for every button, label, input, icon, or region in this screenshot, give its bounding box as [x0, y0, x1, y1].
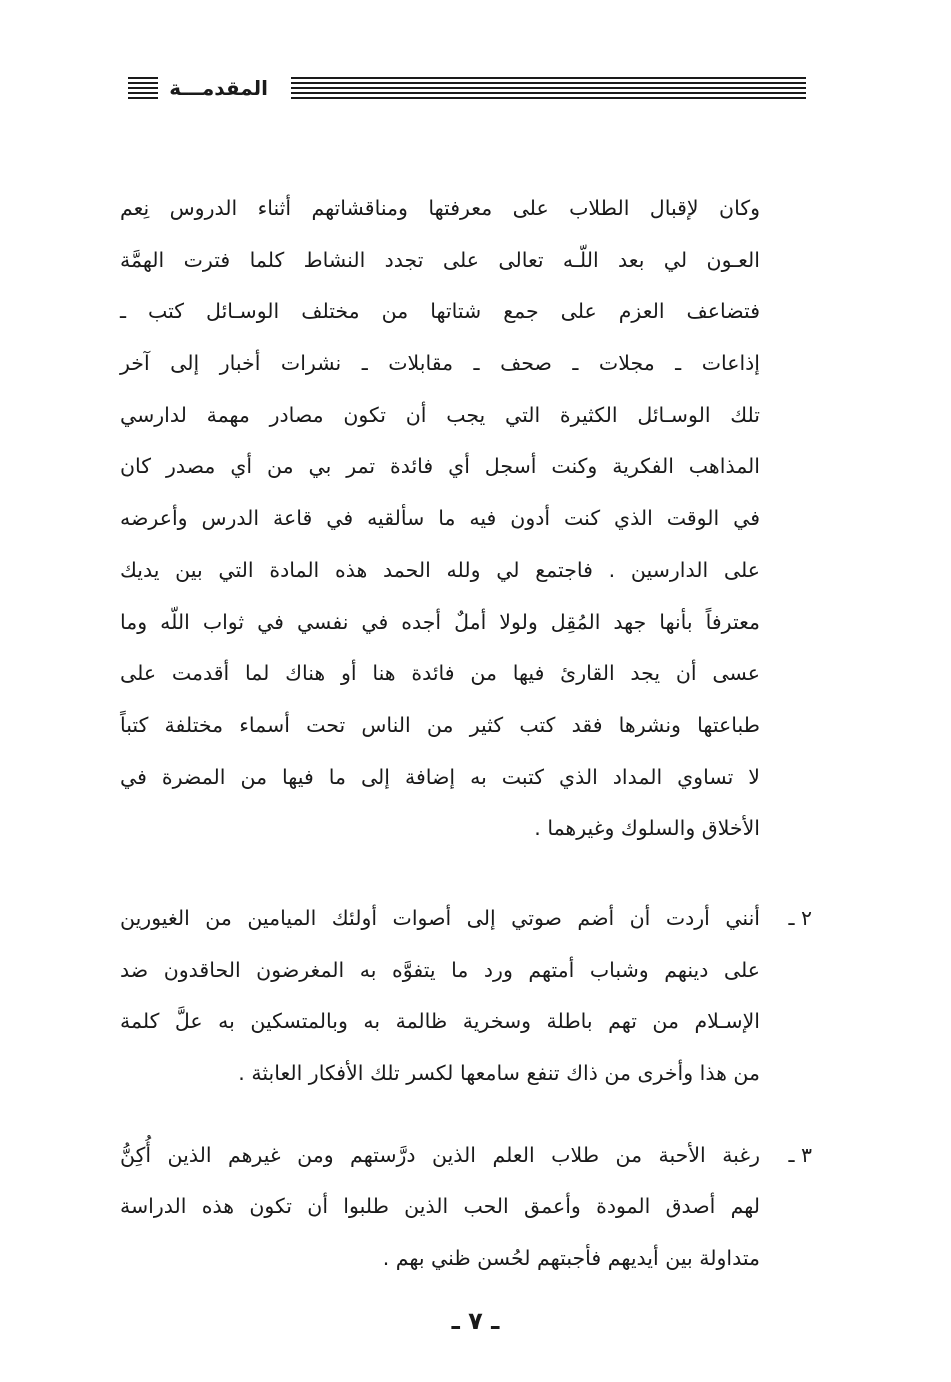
header-title: المقدمـــة	[169, 76, 268, 100]
text-line: لا تساوي المداد الذي كتبت به إضافة إلى ما فيها من المضرة في	[120, 764, 760, 789]
header-rule-right	[291, 77, 806, 99]
text-line: على دينهم وشباب أمتهم ورد ما يتفوَّه به المغرضون الحاقدون ضد	[120, 957, 760, 982]
item-number: ٢ ـ	[788, 905, 812, 930]
paragraph-1	[120, 183, 760, 855]
text-line: فتضاعف العزم على جمع شتاتها من مختلف الوسـائل كتب ـ	[120, 299, 760, 324]
item-number: ٣ ـ	[788, 1142, 812, 1167]
text-line: لهم أصدق المودة وأعمق الحب الذين طلبوا أن تكون هذه الدراسة	[120, 1194, 760, 1219]
text-line: العـون لي بعد اللّـه تعالى على تجدد النشاط كلما فترت الهمَّة	[120, 247, 760, 272]
text-line: من هذا وأخرى من ذاك تنفع سامعها لكسر تلك الأفكار العابثة .	[238, 1061, 760, 1085]
text-line: إذاعات ـ مجلات ـ صحف ـ مقابلات ـ نشرات أخبار إلى آخر	[120, 351, 760, 376]
text-line: معترفاً بأنها جهد المُقِل ولولا أملٌ أجده في نفسي في ثواب اللّه وما	[120, 609, 760, 634]
text-line: الأخلاق والسلوك وغيرهما .	[534, 816, 760, 841]
text-line: أنني أردت أن أضم صوتي إلى أصوات أولئك الميامين من الغيورين	[120, 905, 760, 930]
text-line: في الوقت الذي كنت أدون فيه ما سألقيه في قاعة الدرس وأعرضه	[120, 506, 760, 531]
numbered-item-2	[120, 893, 812, 1100]
text-line: على الدارسين . فاجتمع لي ولله الحمد هذه المادة التي بين يديك	[120, 557, 760, 582]
text-line: عسى أن يجد القارئ فيها من فائدة هنا أو هناك لما أقدمت على	[120, 661, 760, 686]
text-line: الإسـلام من تهم باطلة وسخرية ظالمة به وبالمتسكين به علَّ كلمة	[120, 1009, 760, 1034]
body-text	[120, 183, 812, 1285]
header-rule-left	[128, 77, 158, 99]
text-line: متداولة بين أيديهم فأجبتهم لحُسن ظني بهم .	[382, 1246, 760, 1271]
running-header	[128, 74, 806, 104]
text-line: وكان لإقبال الطلاب على معرفتها ومناقشاتهم أثناء الدروس نِعم	[120, 196, 760, 220]
numbered-item-3	[120, 1130, 812, 1285]
page-number: ـ ٧ ـ	[451, 1307, 500, 1335]
text-line: تلك الوسـائل الكثيرة التي يجب أن تكون مصادر مهمة لدارسي	[120, 402, 760, 427]
text-line: رغبة الأحبة من طلاب العلم الذين درَّستهم ومن غيرهم الذين أُكِنُّ	[120, 1142, 760, 1167]
text-line: المذاهب الفكرية وكنت أسجل أي فائدة تمر بي من أي مصدر كان	[120, 454, 760, 479]
text-line: طباعتها ونشرها فقد كتب كثير من الناس تحت أسماء مختلفة كتباً	[120, 712, 760, 737]
